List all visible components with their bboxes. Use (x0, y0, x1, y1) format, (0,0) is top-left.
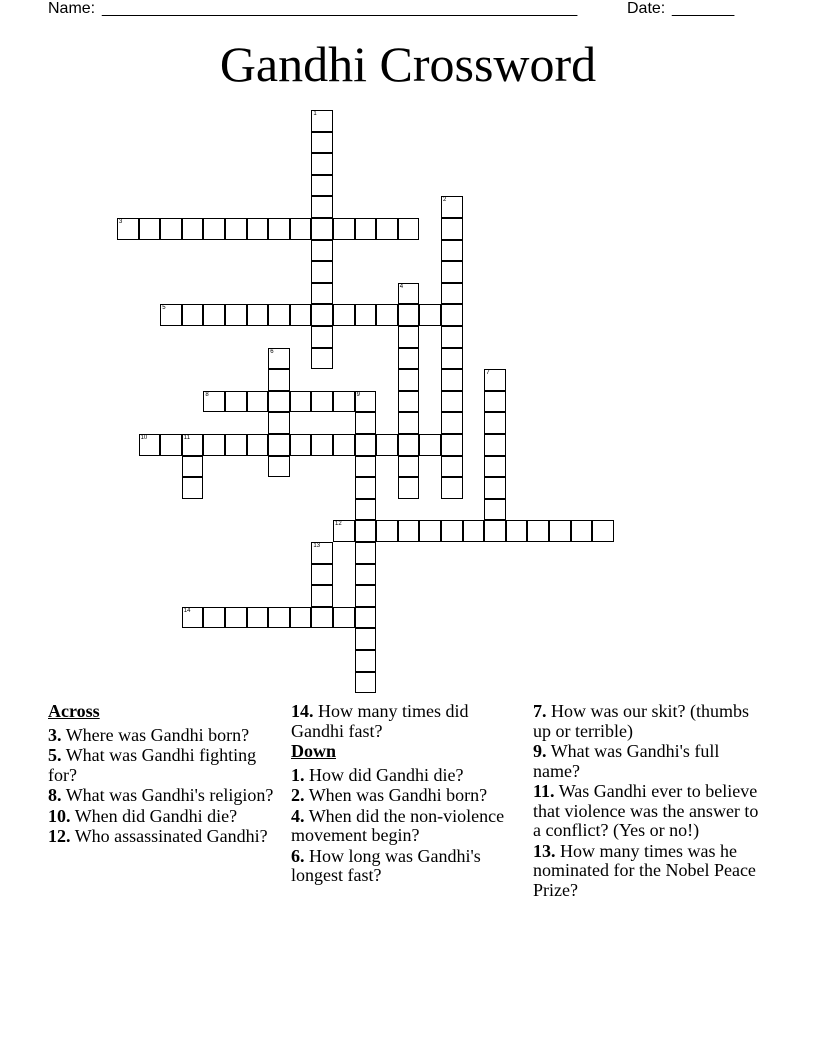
crossword-cell[interactable] (527, 520, 549, 542)
crossword-cell[interactable] (441, 218, 463, 240)
crossword-cell[interactable] (355, 434, 377, 456)
cell-number: 11 (183, 435, 191, 441)
crossword-cell[interactable] (441, 283, 463, 305)
crossword-cell[interactable] (290, 218, 312, 240)
crossword-cell[interactable] (484, 499, 506, 521)
clue-column-1 (48, 702, 278, 848)
clue-number: 14. (291, 701, 314, 721)
crossword-cell[interactable] (268, 391, 290, 413)
cell-number: 13 (313, 543, 321, 549)
crossword-cell[interactable] (290, 607, 312, 629)
crossword-cell[interactable] (333, 520, 355, 542)
crossword-cell[interactable] (355, 304, 377, 326)
crossword-cell[interactable] (311, 348, 333, 370)
clue-across-3 (48, 726, 278, 746)
crossword-cell[interactable] (182, 434, 204, 456)
clue-number: 7. (533, 701, 547, 721)
cell-number: 7 (486, 370, 490, 377)
clue-number: 4. (291, 805, 305, 826)
clue-text: What was Gandhi's religion? (65, 785, 274, 805)
clue-number: 9. (533, 741, 547, 761)
crossword-cell[interactable] (484, 434, 506, 456)
crossword-cell[interactable] (311, 564, 333, 586)
crossword-cell[interactable] (506, 520, 528, 542)
cell-number: 9 (356, 391, 360, 398)
crossword-cell[interactable] (441, 326, 463, 348)
crossword-cell[interactable] (311, 283, 333, 305)
clue-down-9 (533, 742, 768, 781)
crossword-cell[interactable] (311, 304, 333, 326)
crossword-cell[interactable] (441, 348, 463, 370)
crossword-cell[interactable] (182, 477, 204, 499)
crossword-cell[interactable] (441, 477, 463, 499)
crossword-cell[interactable] (225, 304, 247, 326)
cell-number: 5 (162, 305, 166, 312)
crossword-cell[interactable] (311, 132, 333, 154)
clue-text: How did Gandhi die? (309, 764, 464, 785)
crossword-cell[interactable] (355, 650, 377, 672)
crossword-cell[interactable] (268, 434, 290, 456)
crossword-cell[interactable] (160, 304, 182, 326)
crossword-cell[interactable] (355, 564, 377, 586)
clue-number: 12. (48, 826, 71, 846)
crossword-cell[interactable] (311, 585, 333, 607)
crossword-cell[interactable] (398, 304, 420, 326)
crossword-cell[interactable] (203, 434, 225, 456)
crossword-cell[interactable] (311, 240, 333, 262)
date-label: Date: (627, 0, 666, 17)
crossword-cell[interactable] (441, 196, 463, 218)
across-heading: Across (48, 701, 100, 721)
crossword-cell[interactable] (139, 434, 161, 456)
crossword-cell[interactable] (355, 585, 377, 607)
crossword-cell[interactable] (311, 261, 333, 283)
crossword-cell[interactable] (311, 326, 333, 348)
cell-number: 3 (119, 219, 123, 225)
clue-number: 10. (48, 805, 71, 826)
clue-text: When was Gandhi born? (308, 785, 488, 805)
clue-text: How many times was he nominated for the Nobel Peace Prize? (533, 840, 756, 900)
clue-down-2 (291, 786, 521, 806)
clue-down-4 (291, 807, 521, 846)
clue-across-8 (48, 786, 278, 806)
crossword-cell[interactable] (441, 304, 463, 326)
crossword-cell[interactable] (398, 218, 420, 240)
crossword-cell[interactable] (463, 520, 485, 542)
crossword-cell[interactable] (311, 434, 333, 456)
crossword-cell[interactable] (268, 348, 290, 370)
crossword-cell[interactable] (355, 218, 377, 240)
crossword-cell[interactable] (355, 607, 377, 629)
clue-text: When did Gandhi die? (74, 805, 238, 826)
cell-number: 12 (335, 521, 342, 528)
clue-text: Who assassinated Gandhi? (74, 826, 268, 846)
crossword-cell[interactable] (333, 218, 355, 240)
clue-number: 11. (533, 781, 555, 801)
crossword-cell[interactable] (355, 477, 377, 499)
crossword-cell[interactable] (355, 628, 377, 650)
crossword-cell[interactable] (484, 412, 506, 434)
crossword-cell[interactable] (311, 153, 333, 175)
crossword-cell[interactable] (268, 607, 290, 629)
crossword-cell[interactable] (311, 542, 333, 564)
crossword-cell[interactable] (355, 391, 377, 413)
clue-number: 3. (48, 724, 62, 745)
crossword-cell[interactable] (333, 434, 355, 456)
crossword-cell[interactable] (398, 520, 420, 542)
crossword-cell[interactable] (160, 434, 182, 456)
crossword-cell[interactable] (441, 520, 463, 542)
crossword-cell[interactable] (398, 412, 420, 434)
crossword-cell[interactable] (484, 520, 506, 542)
crossword-cell[interactable] (290, 391, 312, 413)
crossword-cell[interactable] (484, 456, 506, 478)
crossword-cell[interactable] (311, 175, 333, 197)
crossword-cell[interactable] (398, 326, 420, 348)
crossword-cell[interactable] (398, 348, 420, 370)
crossword-cell[interactable] (419, 304, 441, 326)
clue-number: 8. (48, 785, 62, 805)
crossword-cell[interactable] (225, 391, 247, 413)
clue-number: 5. (48, 745, 62, 765)
clue-text: When did the non-violence movement begin? (291, 805, 505, 845)
crossword-cell[interactable] (484, 477, 506, 499)
crossword-cell[interactable] (355, 520, 377, 542)
crossword-cell[interactable] (290, 434, 312, 456)
cell-number: 10 (140, 435, 148, 441)
crossword-cell[interactable] (182, 456, 204, 478)
clue-across-10 (48, 807, 278, 827)
clue-text: How many times did Gandhi fast? (291, 701, 469, 741)
clue-number: 1. (291, 764, 305, 785)
date-field[interactable]: _______ (672, 0, 735, 17)
crossword-cell[interactable] (203, 607, 225, 629)
crossword-cell[interactable] (484, 391, 506, 413)
crossword-cell[interactable] (376, 520, 398, 542)
crossword-cell[interactable] (247, 434, 269, 456)
crossword-cell[interactable] (484, 369, 506, 391)
clue-down-13 (533, 842, 768, 901)
crossword-cell[interactable] (268, 218, 290, 240)
crossword-cell[interactable] (441, 240, 463, 262)
clue-down-1 (291, 766, 521, 786)
cell-number: 4 (399, 283, 404, 290)
crossword-cell[interactable] (225, 607, 247, 629)
crossword-cell[interactable] (333, 391, 355, 413)
name-field[interactable]: ______________________________________________________ (102, 0, 578, 17)
clue-text: How long was Gandhi's longest fast? (291, 845, 481, 885)
crossword-cell[interactable] (355, 672, 377, 694)
crossword-cell[interactable] (398, 369, 420, 391)
crossword-cell[interactable] (160, 218, 182, 240)
crossword-cell[interactable] (398, 283, 420, 305)
crossword-cell[interactable] (549, 520, 571, 542)
clue-column-3 (533, 702, 768, 901)
crossword-cell[interactable] (268, 456, 290, 478)
crossword-cell[interactable] (268, 304, 290, 326)
clue-down-6 (291, 847, 521, 886)
cell-number: 8 (205, 391, 209, 398)
page-title: Gandhi Crossword (219, 36, 597, 92)
crossword-cell[interactable] (333, 607, 355, 629)
crossword-cell[interactable] (117, 218, 139, 240)
crossword-cell[interactable] (592, 520, 614, 542)
cell-number: 2 (443, 197, 447, 204)
crossword-cell[interactable] (268, 412, 290, 434)
clue-text: What was Gandhi fighting for? (48, 745, 257, 785)
crossword-cell[interactable] (247, 218, 269, 240)
crossword-cell[interactable] (247, 607, 269, 629)
crossword-cell[interactable] (398, 434, 420, 456)
clue-down-7 (533, 702, 768, 741)
crossword-cell[interactable] (571, 520, 593, 542)
name-label: Name: (48, 0, 96, 17)
crossword-cell[interactable] (419, 434, 441, 456)
clue-number: 13. (533, 840, 556, 861)
clue-number: 6. (291, 845, 305, 866)
crossword-cell[interactable] (355, 456, 377, 478)
crossword-cell[interactable] (247, 391, 269, 413)
crossword-cell[interactable] (398, 391, 420, 413)
clue-number: 2. (291, 785, 305, 805)
crossword-cell[interactable] (290, 304, 312, 326)
header (48, 0, 768, 18)
crossword-cell[interactable] (182, 304, 204, 326)
clue-column-2 (291, 702, 521, 887)
crossword-cell[interactable] (311, 218, 333, 240)
crossword-cell[interactable] (355, 412, 377, 434)
crossword-cell[interactable] (441, 412, 463, 434)
clue-across-14 (291, 702, 521, 741)
crossword-cell[interactable] (311, 110, 333, 132)
crossword-cell[interactable] (419, 520, 441, 542)
crossword-cell[interactable] (203, 391, 225, 413)
crossword-cell[interactable] (139, 218, 161, 240)
crossword-cell[interactable] (311, 607, 333, 629)
clue-text: Where was Gandhi born? (65, 724, 250, 745)
clue-across-12 (48, 827, 278, 847)
clue-text: Was Gandhi ever to believe that violence was the answer to a conflict? (Yes or no!) (533, 781, 759, 840)
crossword-cell[interactable] (333, 304, 355, 326)
clue-text: What was Gandhi's full name? (533, 741, 720, 781)
clue-text: How was our skit? (thumbs up or terrible) (533, 701, 749, 741)
crossword-cell[interactable] (441, 456, 463, 478)
crossword-cell[interactable] (203, 304, 225, 326)
crossword-cell[interactable] (398, 456, 420, 478)
crossword-cell[interactable] (376, 218, 398, 240)
crossword-cell[interactable] (182, 218, 204, 240)
crossword-cell[interactable] (355, 542, 377, 564)
crossword-cell[interactable] (376, 304, 398, 326)
crossword-cell[interactable] (441, 369, 463, 391)
clue-down-11 (533, 782, 768, 841)
crossword-cell[interactable] (376, 434, 398, 456)
crossword-cell[interactable] (182, 607, 204, 629)
crossword-cell[interactable] (398, 477, 420, 499)
cell-number: 6 (270, 348, 274, 355)
down-heading: Down (291, 741, 337, 761)
crossword-cell[interactable] (311, 391, 333, 413)
cell-number: 1 (313, 111, 317, 117)
crossword-cell[interactable] (225, 218, 247, 240)
crossword-cell[interactable] (441, 434, 463, 456)
crossword-cell[interactable] (225, 434, 247, 456)
clue-across-5 (48, 746, 278, 785)
crossword-cell[interactable] (203, 218, 225, 240)
crossword-cell[interactable] (441, 391, 463, 413)
crossword-cell[interactable] (247, 304, 269, 326)
cell-number: 14 (183, 607, 191, 614)
crossword-cell[interactable] (268, 369, 290, 391)
crossword-cell[interactable] (355, 499, 377, 521)
crossword-cell[interactable] (311, 196, 333, 218)
crossword-cell[interactable] (441, 261, 463, 283)
